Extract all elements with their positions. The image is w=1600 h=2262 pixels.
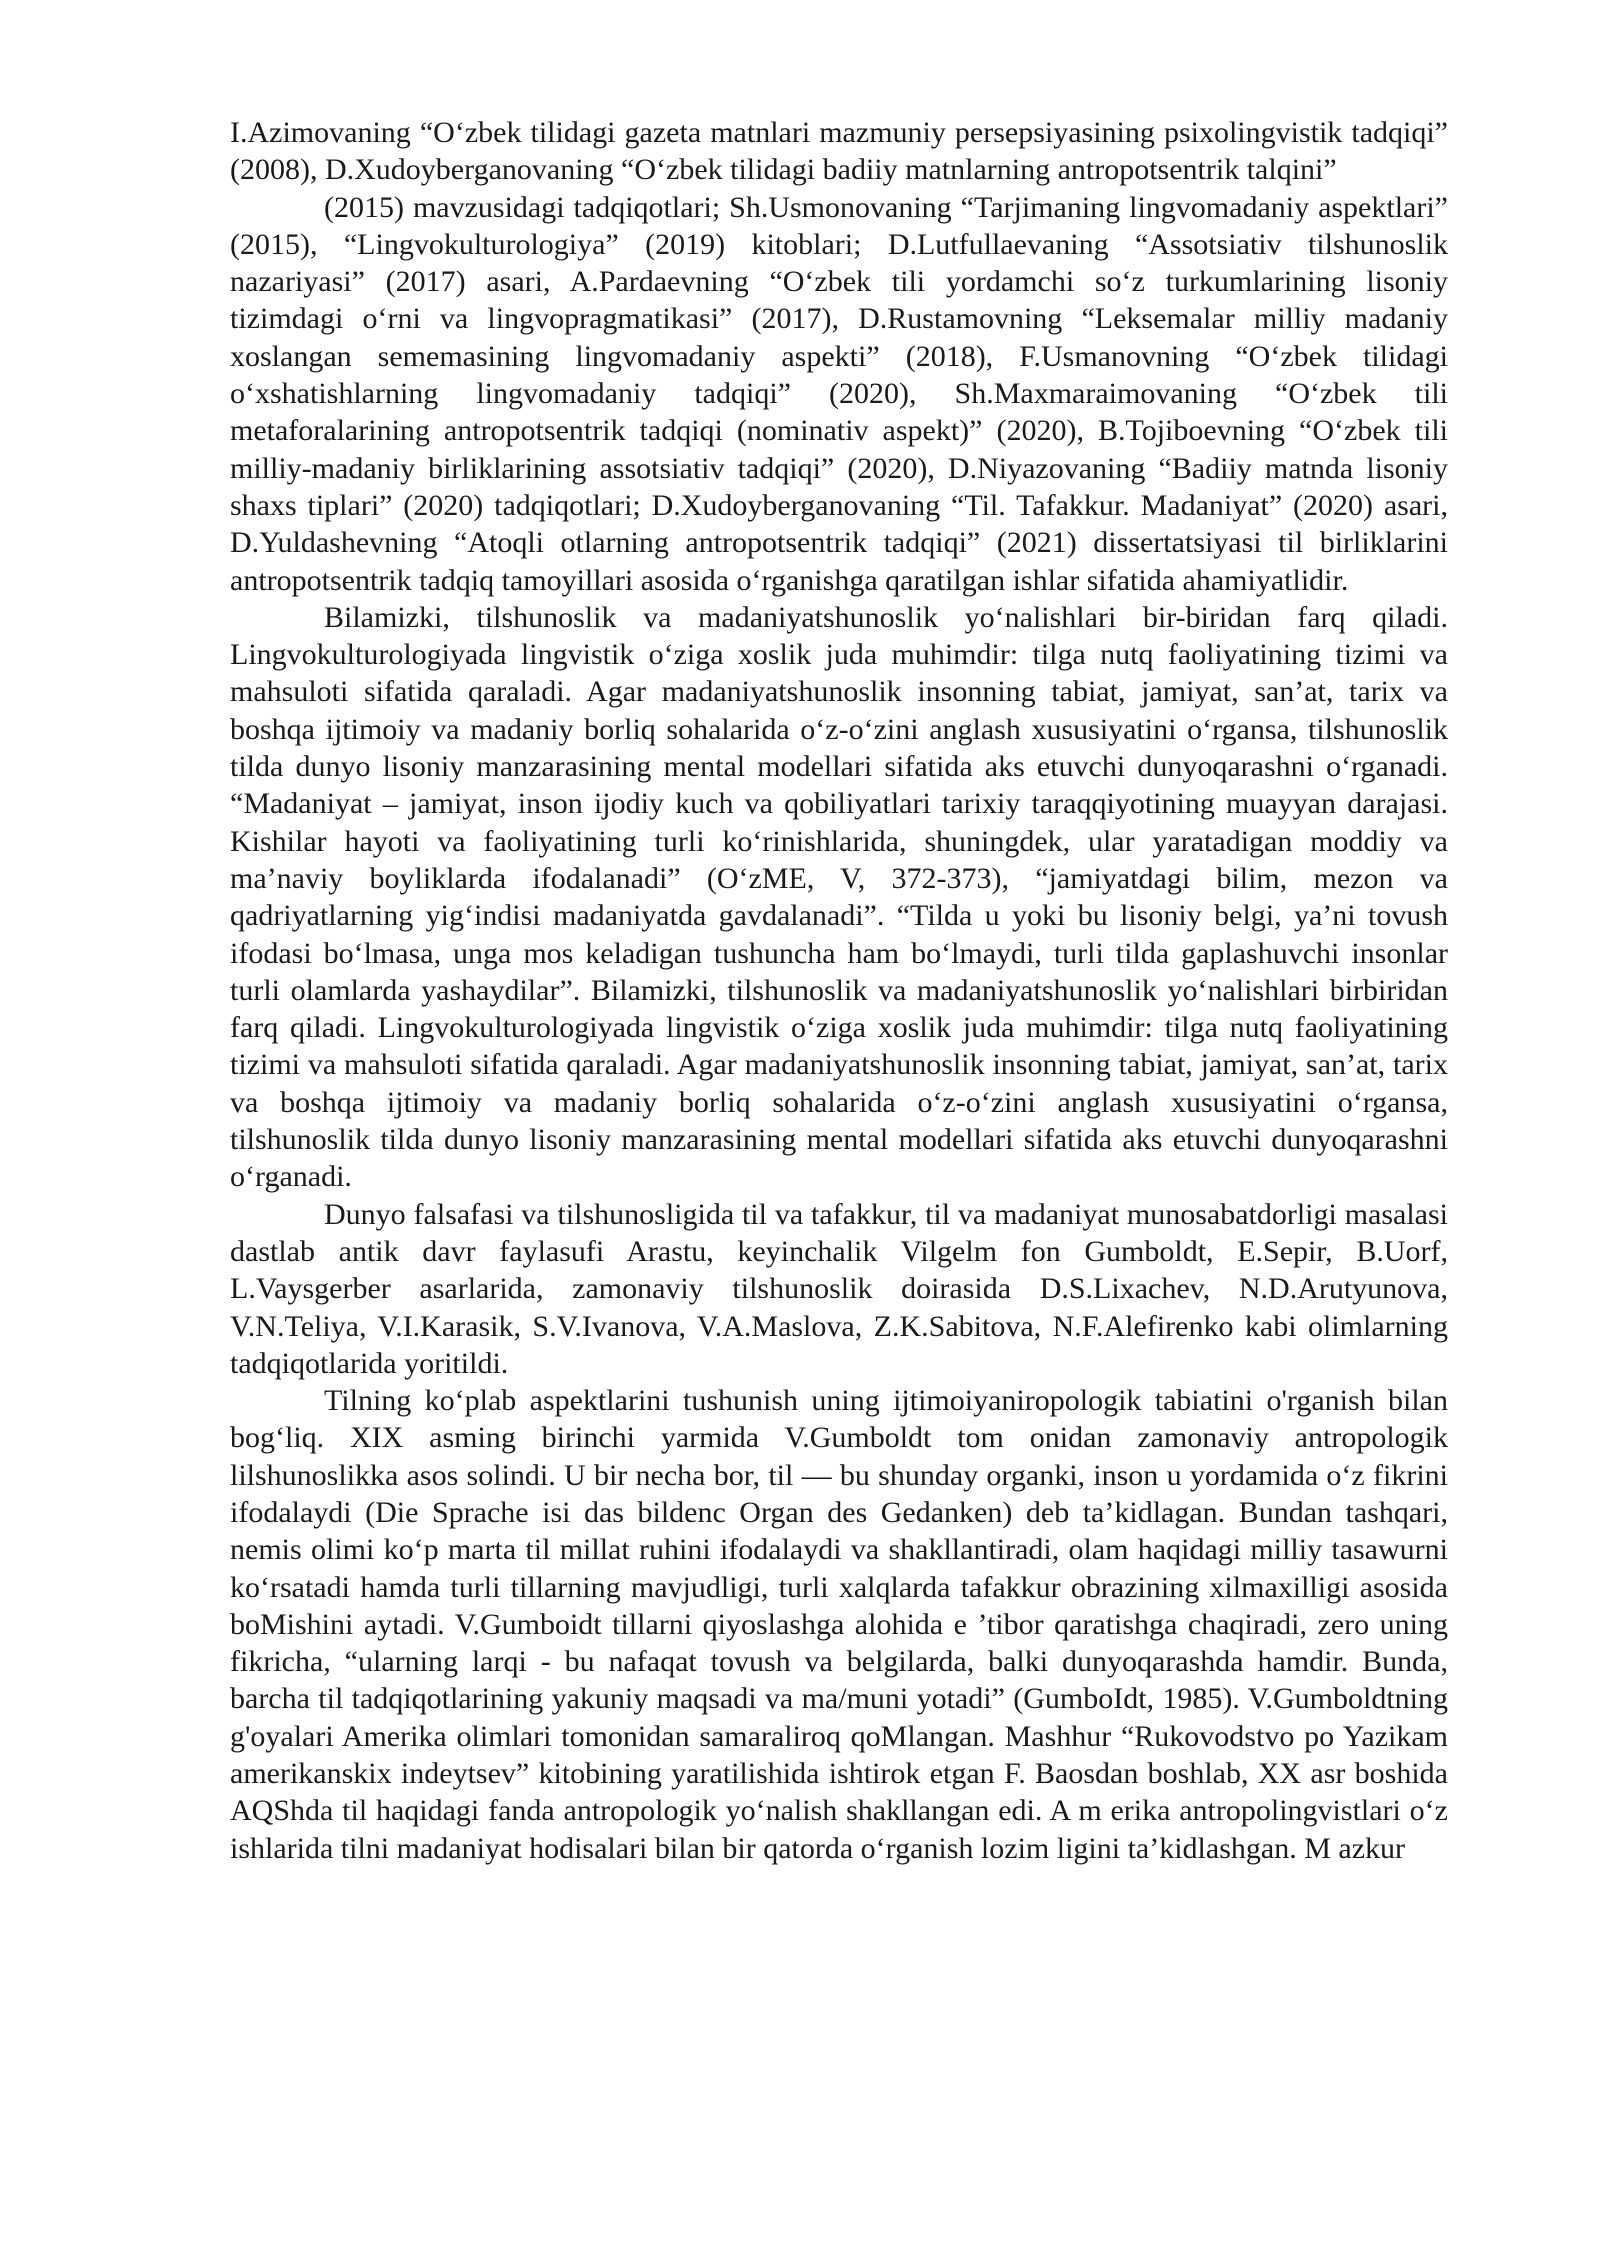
paragraph-research-list: (2015) mavzusidagi tadqiqotlari; Sh.Usmonovaning “Tarjimaning lingvomadaniy aspektlari” (2015), “Lingvokulturologiya” (2019) kitoblari; D.Lutfullaevaning “Assotsiativ tilshunoslik nazariyasi” (2017) asari, A.Pardaevning “O‘zbek tili yordamchi so‘z turkumlarining lisoniy tizimdagi o‘rni va lingvopragmatikasi” (2017), D.Rustamovning “Leksemalar milliy madaniy xoslangan sememasining lingvomadaniy aspekti” (2018), F.Usmanovning “O‘zbek tilidagi o‘xshatishlarning lingvomadaniy tadqiqi” (2020), Sh.Maxmaraimovaning “O‘zbek tili metaforalarining antropotsentrik tadqiqi (nominativ aspekt)” (2020), B.Tojiboevning “O‘zbek tili milliy-madaniy birliklarining assotsiativ tadqiqi” (2020), D.Niyazovaning “Badiiy matnda lisoniy shaxs tiplari” (2020) tadqiqotlari; D.Xudoyberganovaning “Til. Tafakkur. Madaniyat” (2020) asari, D.Yuldashevning “Atoqli otlarning antropotsentrik tadqiqi” (2021) dissertatsiyasi til birliklarini antropotsentrik tadqiq tamoyillari asosida o‘rganishga qaratilgan ishlar sifatida ahamiyatlidir. — [230, 190, 1448, 597]
paragraph-linguoculturology: Bilamizki, tilshunoslik va madaniyatshunoslik yo‘nalishlari bir-biridan farq qiladi. Lingvokulturologiyada lingvistik o‘ziga xoslik juda muhimdir: tilga nutq faoliyatining tizimi va mahsuloti sifatida qaraladi. Agar madaniyatshunoslik insonning tabiat, jamiyat, san’at, tarix va boshqa ijtimoiy va madaniy borliq sohalarida o‘z-o‘zini anglash xususiyatini o‘rgansa, tilshunoslik tilda dunyo lisoniy manzarasining mental modellari sifatida aks etuvchi dunyoqarashni o‘rganadi. “Madaniyat – jamiyat, inson ijodiy kuch va qobiliyatlari tarixiy taraqqiyotining muayyan darajasi. Kishilar hayoti va faoliyatining turli ko‘rinishlarida, shuningdek, ular yaratadigan moddiy va ma’naviy boyliklarda ifodalanadi” (O‘zME, V, 372-373), “jamiyatdagi bilim, mezon va qadriyatlarning yig‘indisi madaniyatda gavdalanadi”. “Tilda u yoki bu lisoniy belgi, ya’ni tovush ifodasi bo‘lmasa, unga mos keladigan tushuncha ham bo‘lmaydi, turli tilda gaplashuvchi insonlar turli olamlarda yashaydilar”. Bilamizki, tilshunoslik va madaniyatshunoslik yo‘nalishlari birbiridan farq qiladi. Lingvokulturologiyada lingvistik o‘ziga xoslik juda muhimdir: tilga nutq faoliyatining tizimi va mahsuloti sifatida qaraladi. Agar madaniyatshunoslik insonning tabiat, jamiyat, san’at, tarix va boshqa ijtimoiy va madaniy borliq sohalarida o‘z-o‘zini anglash xususiyatini o‘rgansa, tilshunoslik tilda dunyo lisoniy manzarasining mental modellari sifatida aks etuvchi dunyoqarashni o‘rganadi. — [230, 600, 1448, 1194]
body-text — [230, 114, 1448, 1867]
paragraph-intro-continuation: I.Azimovaning “O‘zbek tilidagi gazeta matnlari mazmuniy persepsiyasining psixolingvistik tadqiqi” (2008), D.Xudoyberganovaning “O‘zbek tilidagi badiiy matnlarning antropotsentrik talqini” — [230, 116, 1448, 187]
paragraph-world-philosophy: Dunyo falsafasi va tilshunosligida til va tafakkur, til va madaniyat munosabatdorligi masalasi dastlab antik davr faylasufi Arastu, keyinchalik Vilgelm fon Gumboldt, E.Sepir, B.Uorf, L.Vaysgerber asarlarida, zamonaviy tilshunoslik doirasida D.S.Lixachev, N.D.Arutyunova, V.N.Teliya, V.I.Karasik, S.V.Ivanova, V.A.Maslova, Z.K.Sabitova, N.F.Alefirenko kabi olimlarning tadqiqotlarida yoritildi. — [230, 1197, 1448, 1380]
paragraph-gumboldt: Tilning ko‘plab aspektlarini tushunish uning ijtimoiyaniropologik tabiatini o'rganish bilan bog‘liq. XIX asming birinchi yarmida V.Gumboldt tom onidan zamonaviy antropologik lilshunoslikka asos solindi. U bir necha bor, til — bu shunday organki, inson u yordamida o‘z fikrini ifodalaydi (Die Sprache isi das bildenc Organ des Gedanken) deb ta’kidlagan. Bundan tashqari, nemis olimi ko‘p marta til millat ruhini ifodalaydi va shakllantiradi, olam haqidagi milliy tasawurni ko‘rsatadi hamda turli tillarning mavjudligi, turli xalqlarda tafakkur obrazining xilmaxilligi asosida boMishini aytadi. V.Gumboidt tillarni qiyoslashga alohida e ’tibor qaratishga chaqiradi, zero uning fikricha, “ularning larqi - bu nafaqat tovush va belgilarda, balki dunyoqarashda hamdir. Bunda, barcha til tadqiqotlarining yakuniy maqsadi va ma/muni yotadi” (GumboIdt, 1985). V.Gumboldtning g'oyalari Amerika olimlari tomonidan samaraliroq qoMlangan. Mashhur “Rukovodstvo po Yazikam amerikanskix indeytsev” kitobining yaratilishida ishtirok etgan F. Baosdan boshlab, XX asr boshida AQShda til haqidagi fanda antropologik yo‘nalish shakllangan edi. A m erika antropolingvistlari o‘z ishlarida tilni madaniyat hodisalari bilan bir qatorda o‘rganish lozim ligini ta’kidlashgan. M azkur — [230, 1384, 1448, 1865]
